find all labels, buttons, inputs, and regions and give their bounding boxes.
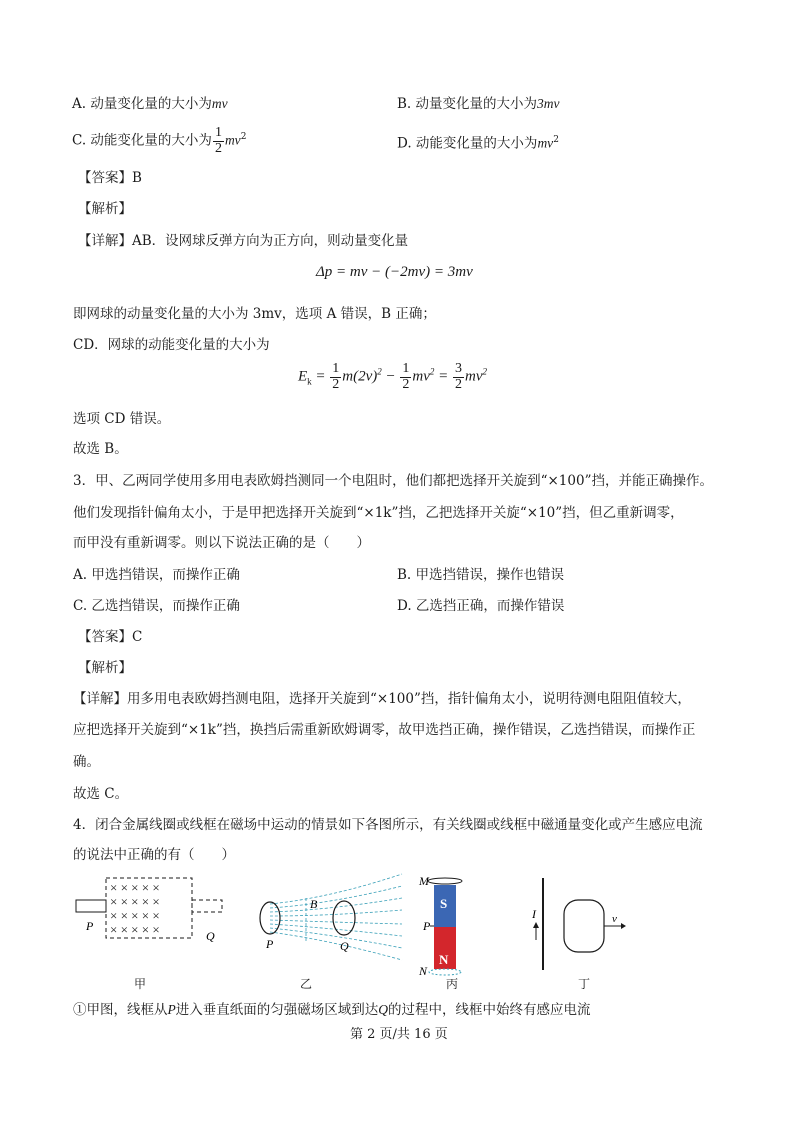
question-4-stem: 4．闭合金属线圈或线框在磁场中运动的情景如下各图所示，有关线圈或线框中磁通量变化或产生感应电流: [73, 817, 703, 833]
coil-m: [428, 878, 462, 884]
field-crosses: [110, 880, 160, 937]
option-a-math: mv: [211, 96, 228, 111]
conclusion-text: 故选 B。: [73, 441, 128, 457]
question-3-stem: 他们发现指针偏角太小，于是甲把选择开关旋到“×1k”挡，乙把选择开关旋“×10”挡，但乙重新调零，: [73, 505, 684, 521]
coil-q: [333, 901, 355, 935]
label-p: P: [86, 919, 94, 933]
svg-text:× × × × ×: × × × × ×: [110, 908, 160, 923]
fig-label-jia: 甲: [134, 977, 147, 991]
option-b: B. 甲选挡错误，操作也错误: [397, 567, 565, 583]
figures-panel: [70, 868, 640, 988]
option-d: D. 动能变化量的大小为$mv^2$: [397, 135, 559, 152]
svg-text:× × × × ×: × × × × ×: [110, 880, 160, 895]
figure-ding: [531, 878, 626, 970]
n-pole-label: N: [439, 952, 449, 967]
figure-bing: [418, 874, 462, 978]
statement-text: ①甲图，线框从: [73, 1002, 168, 1018]
detail-text: 【详解】用多用电表欧姆挡测电阻，选择开关旋到“×100”挡，指针偏角太小，说明待测电阻阻值较大，: [73, 691, 691, 707]
fig-label-bing: 丙: [446, 977, 459, 991]
svg-text:× × × × ×: × × × × ×: [110, 922, 160, 937]
detail-text: CD．网球的动能变化量的大小为: [73, 337, 270, 353]
question-4-stem: 的说法中正确的有（ ）: [73, 847, 235, 863]
label-v: v: [612, 913, 617, 925]
momentum-equation: Δp = mv − (−2mv) = 3mv: [316, 264, 473, 280]
option-b: [397, 97, 560, 112]
detail-text: 即网球的动量变化量的大小为 3mv，选项 A 错误，B 正确；: [73, 306, 436, 322]
statement-text: 进入垂直纸面的匀强磁场区域到达: [175, 1002, 379, 1018]
label-q: Q: [206, 929, 215, 943]
option-b-text: B. 动量变化量的大小为: [397, 96, 538, 112]
option-c-text: C. 动能变化量的大小为: [72, 132, 212, 149]
option-a: A. 甲选挡错误，而操作正确: [73, 567, 240, 583]
frame-left: [76, 900, 106, 912]
option-c: C. 动能变化量的大小为 $\frac{1}{2}$ $mv^2$: [72, 125, 247, 156]
svg-text:× × × × ×: × × × × ×: [110, 894, 160, 909]
option-d-text: D. 动能变化量的大小为: [397, 135, 538, 152]
label-b: B: [310, 897, 318, 911]
figure-jia: [76, 878, 222, 943]
fig-label-ding: 丁: [578, 977, 591, 991]
label-q: Q: [340, 939, 349, 953]
figure-yi: [270, 874, 402, 960]
question-3-stem: 3．甲、乙两同学使用多用电表欧姆挡测同一个电阻时，他们都把选择开关旋到“×100”挡，并能正确操作。: [73, 473, 713, 489]
option-a-text: A. 动量变化量的大小为: [72, 96, 212, 112]
analysis-label: 【解析】: [78, 201, 132, 217]
coil-p: [260, 902, 280, 934]
fig-label-yi: 乙: [300, 977, 313, 991]
label-p: P: [266, 937, 274, 951]
page-footer: 第 2 页/共 16 页: [350, 1027, 448, 1042]
option-c: C. 乙选挡错误，而操作正确: [73, 598, 240, 614]
detail-text: 确。: [73, 754, 100, 770]
half-fraction: $\frac{1}{2}$: [214, 125, 222, 156]
label-n: N: [419, 964, 428, 978]
frame-right: [192, 900, 222, 912]
detail-text: 选项 CD 错误。: [73, 411, 171, 427]
answer-label: 【答案】C: [78, 629, 143, 645]
conclusion-text: 故选 C。: [73, 786, 129, 802]
kinetic-energy-equation: $E_k$ = $\frac{1}{2}$ $m(2v)^2$ − $\frac{1}{2}$ $mv^2$ = $\frac{3}{2}$ $mv^2$: [298, 361, 488, 392]
wire-frame: [564, 900, 604, 952]
detail-text: 应把选择开关旋到“×1k”挡，换挡后需重新欧姆调零，故甲选挡正确，操作错误，乙选挡错误，而操作正: [73, 722, 696, 738]
label-i: I: [532, 907, 536, 921]
statement-text: 的过程中，线框中始终有感应电流: [388, 1002, 591, 1018]
statement-1: [73, 1003, 591, 1018]
detail-text: 【详解】AB．设网球反弹方向为正方向，则动量变化量: [78, 233, 409, 249]
statement-p: P: [167, 1002, 176, 1017]
option-a: [72, 97, 228, 112]
analysis-label: 【解析】: [78, 660, 132, 676]
question-3-stem: 而甲没有重新调零。则以下说法正确的是（ ）: [73, 535, 370, 551]
label-p: P: [423, 919, 431, 933]
option-b-math: 3mv: [537, 96, 560, 111]
option-d: D. 乙选挡正确，而操作错误: [397, 598, 565, 614]
s-pole-label: S: [440, 896, 448, 911]
label-m: M: [419, 874, 429, 888]
statement-q: Q: [378, 1002, 388, 1017]
answer-label: 【答案】B: [78, 170, 142, 186]
